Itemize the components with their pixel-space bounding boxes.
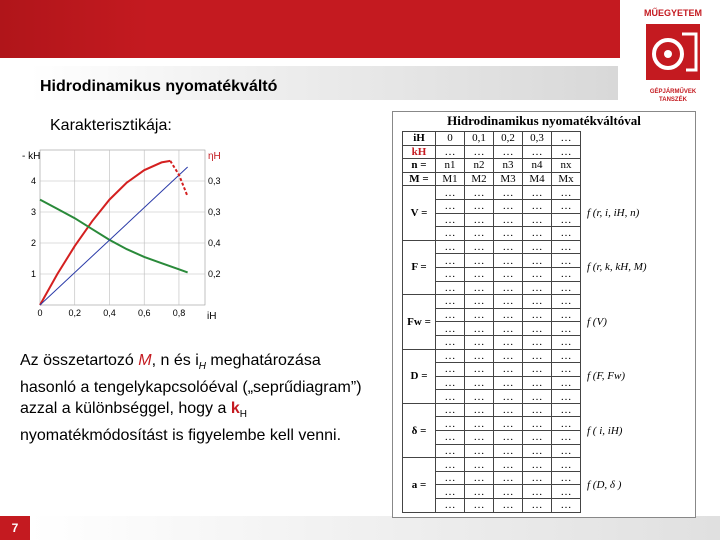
table-row [403,132,682,146]
header-band [0,0,620,58]
table-cell: … [523,322,552,336]
table-cell: … [436,471,465,485]
table-cell: … [436,281,465,295]
table-cell: … [494,376,523,390]
table-cell: … [523,267,552,281]
y-left-axis-label: - kH [22,151,41,162]
table-cell: … [523,308,552,322]
table-row [403,240,682,254]
table-cell: … [494,308,523,322]
table-cell: M4 [523,172,552,186]
function-cell: f (F, Fw) [587,370,625,383]
table-cell: … [436,349,465,363]
table-cell: … [552,267,581,281]
header-band-fade [0,0,150,58]
table-cell: M2 [465,172,494,186]
table-cell: … [523,471,552,485]
table-cell: n1 [436,159,465,173]
row-label-cell: F = [403,240,436,294]
table-cell: … [436,403,465,417]
table-cell: … [523,390,552,404]
table-cell: … [523,403,552,417]
table-cell: … [436,417,465,431]
para-kh-sub: H [239,409,247,421]
table-cell: … [523,145,552,159]
x-tick-label: 0,2 [68,308,81,318]
table-cell: n2 [465,159,494,173]
table-cell: … [494,403,523,417]
table-cell: … [494,199,523,213]
table-cell: … [494,431,523,445]
table-cell: … [436,458,465,472]
function-cell: f (V) [587,315,607,328]
table-cell: … [552,132,581,146]
para-text-4: nyomatékmódosítást is figyelembe kell venni. [20,427,342,445]
table-cell: … [465,499,494,513]
table-cell: 0 [436,132,465,146]
x-tick-label: 0,6 [137,308,151,318]
table-cell: … [465,444,494,458]
table-cell: … [436,376,465,390]
table-cell: … [523,213,552,227]
y-right-tick-label: 0,2 [208,269,221,279]
calculation-table-panel [392,111,696,518]
table-cell: … [465,281,494,295]
table-cell: … [523,254,552,268]
table-cell: nx [552,159,581,173]
table-cell: … [494,417,523,431]
table-cell: … [523,281,552,295]
table-cell: … [436,213,465,227]
table-cell: … [465,390,494,404]
table-cell: … [494,227,523,241]
table-cell: … [552,349,581,363]
table-cell: … [465,417,494,431]
table-cell: … [465,295,494,309]
table-cell: … [552,403,581,417]
table-cell: … [436,322,465,336]
table-cell: … [552,186,581,200]
table-cell: M1 [436,172,465,186]
row-label-cell: a = [403,458,436,512]
table-row [403,159,682,173]
row-label-cell: n = [403,159,436,173]
function-cell [581,132,682,146]
table-cell: … [523,240,552,254]
table-row [403,186,682,200]
table-cell: … [436,254,465,268]
table-cell: … [494,186,523,200]
table-cell: … [552,145,581,159]
table-cell: … [494,485,523,499]
table-cell: … [523,227,552,241]
table-cell: … [465,186,494,200]
table-cell: … [465,145,494,159]
table-cell: … [552,227,581,241]
table-cell: … [523,417,552,431]
table-row [403,403,682,417]
table-cell: … [494,295,523,309]
explanation-paragraph [20,350,380,446]
table-cell: … [552,485,581,499]
table-cell: 0,2 [494,132,523,146]
table-cell: … [436,499,465,513]
table-cell: … [552,308,581,322]
table-cell: … [523,335,552,349]
table-cell: … [436,363,465,377]
x-tick-label: 0,4 [103,308,116,318]
table-cell: n3 [494,159,523,173]
table-cell: … [494,254,523,268]
table-cell: … [494,390,523,404]
table-cell: … [436,295,465,309]
para-ih-sub: H [198,361,206,373]
table-cell: … [436,199,465,213]
row-label-cell: D = [403,349,436,403]
table-cell: … [465,322,494,336]
table-cell: … [552,254,581,268]
table-cell: 0,1 [465,132,494,146]
table-cell: … [436,444,465,458]
table-cell: 0,3 [523,132,552,146]
y-right-tick-label: 0,3 [208,207,221,217]
function-cell: f (r, k, kH, M) [587,261,647,274]
function-cell [581,159,682,173]
table-cell: … [494,458,523,472]
table-cell: … [494,267,523,281]
table-cell: … [494,444,523,458]
table-cell: … [465,431,494,445]
table-cell: … [465,376,494,390]
table-cell: … [494,349,523,363]
table-cell: … [436,390,465,404]
para-text-3: meghatározása hasonló a tengelykapcsolóéval („seprűdiagram”) azzal a különbséggel, hogy a [20,352,362,418]
car-wheel-icon [646,24,700,80]
table-cell: … [552,363,581,377]
row-label-cell: δ = [403,403,436,457]
logo-top-text: MŰEGYETEM [643,8,702,18]
characteristic-chart [20,140,230,335]
table-cell: … [552,199,581,213]
table-cell: … [494,281,523,295]
table-row [403,145,682,159]
page-number: 7 [0,516,30,540]
table-row [403,295,682,309]
table-cell: … [552,471,581,485]
table-cell: … [523,431,552,445]
row-label-cell: Fw = [403,295,436,349]
table-cell: … [436,240,465,254]
calculation-table [402,131,681,513]
table-cell: … [552,322,581,336]
table-cell: … [552,281,581,295]
table-cell: … [436,267,465,281]
row-label-cell: kH [403,145,436,159]
table-cell: … [552,499,581,513]
table-title: Hidrodinamikus nyomatékváltóval [447,113,641,128]
table-cell: n4 [523,159,552,173]
table-cell: M3 [494,172,523,186]
table-cell: … [494,363,523,377]
para-text-2: , n és i [151,352,199,369]
table-cell: … [465,471,494,485]
x-tick-label: 0,8 [172,308,186,318]
y-left-tick-label: 2 [30,238,36,248]
table-cell: … [494,145,523,159]
table-cell: … [436,335,465,349]
table-cell: … [465,227,494,241]
table-cell: … [465,254,494,268]
function-cell: f ( i, iH) [587,424,623,437]
table-cell: … [494,335,523,349]
table-cell: … [465,213,494,227]
section-subtitle: Karakterisztikája: [50,117,172,134]
table-cell: … [436,431,465,445]
table-cell: … [465,403,494,417]
table-cell: … [523,363,552,377]
table-cell: … [523,295,552,309]
table-cell: … [494,213,523,227]
table-cell: … [523,376,552,390]
function-cell: f (D, δ ) [587,478,622,491]
table-cell: … [465,363,494,377]
table-cell: … [552,376,581,390]
y-right-axis-label: ηH [208,151,221,162]
university-logo [640,8,706,104]
function-cell [581,172,682,186]
table-cell: … [552,417,581,431]
table-cell: … [552,444,581,458]
row-label-cell: iH [403,132,436,146]
x-tick-label: 0 [37,308,43,318]
y-left-tick-label: 4 [30,176,36,186]
para-k-symbol: k [230,400,240,418]
y-right-tick-label: 0,4 [208,238,221,248]
table-cell: … [523,458,552,472]
table-cell: … [494,322,523,336]
page-title: Hidrodinamikus nyomatékváltó [40,78,278,95]
y-left-tick-label: 1 [30,269,36,279]
function-cell [581,145,682,159]
table-cell: … [523,199,552,213]
series-line [40,167,188,305]
table-cell: … [465,485,494,499]
table-cell: … [494,499,523,513]
x-axis-label: iH [207,311,217,322]
para-m-symbol: M [138,352,152,369]
table-row [403,458,682,472]
row-label-cell: M = [403,172,436,186]
table-cell: … [465,335,494,349]
table-cell: Mx [552,172,581,186]
table-cell: … [436,308,465,322]
y-left-tick-label: 3 [30,207,36,217]
table-cell: … [552,390,581,404]
table-cell: … [552,335,581,349]
logo-bottom-text: GÉPJÁRMŰVEK TANSZÉK [649,89,697,103]
table-cell: … [523,349,552,363]
table-cell: … [523,499,552,513]
footer-bar [30,516,720,540]
table-cell: … [552,295,581,309]
table-cell: … [465,199,494,213]
logo-emblem [646,24,700,80]
table-row [403,349,682,363]
table-cell: … [465,458,494,472]
table-cell: … [552,431,581,445]
table-cell: … [523,485,552,499]
table-cell: … [465,267,494,281]
table-cell: … [465,349,494,363]
table-cell: … [436,227,465,241]
table-cell: … [523,186,552,200]
row-label-cell: V = [403,186,436,240]
table-cell: … [436,186,465,200]
table-cell: … [465,240,494,254]
table-cell: … [494,471,523,485]
series-line [40,161,170,305]
table-cell: … [552,240,581,254]
y-right-tick-label: 0,3 [208,176,221,186]
table-cell: … [523,444,552,458]
table-cell: … [552,458,581,472]
table-cell: … [436,485,465,499]
table-cell: … [494,240,523,254]
function-cell: f (r, i, iH, n) [587,207,640,220]
table-row [403,172,682,186]
table-cell: … [552,213,581,227]
para-text-1: Az összetartozó [20,352,139,369]
table-cell: … [465,308,494,322]
table-cell: … [436,145,465,159]
